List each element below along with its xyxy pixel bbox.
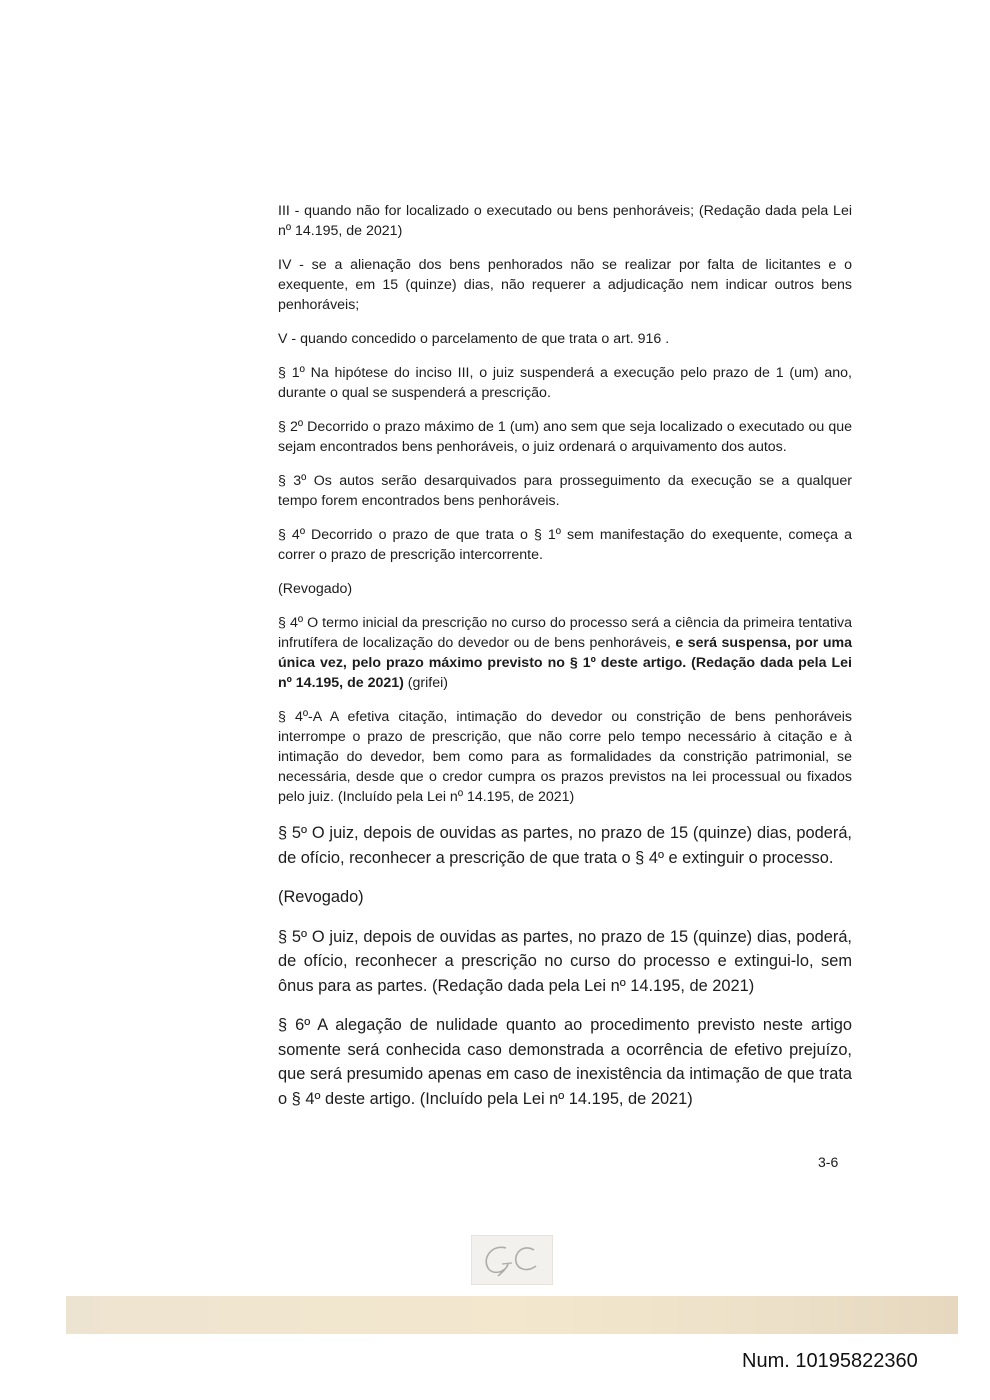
paragraph-par-5-original: § 5º O juiz, depois de ouvidas as partes, no prazo de 15 (quinze) dias, poderá, de ofício, reconhecer a prescrição de que trata o § 4º e extinguir o processo. [278,824,852,867]
paragraph-par-4a: § 4º-A A efetiva citação, intimação do devedor ou constrição de bens penhoráveis interrompe o prazo de prescrição, que não corre pelo tempo necessário à citação e à intimação do devedor, bem como para as formalidades da constrição patrimonial, se necessária, desde que o credor cumpra os prazos previstos na lei processual ou fixados pelo juiz. (Incluído pela Lei nº 14.195, de 2021) [278,709,852,805]
page-number: 3-6 [818,1154,839,1170]
paragraph-par-3: § 3º Os autos serão desarquivados para prosseguimento da execução se a qualquer tempo forem encontrados bens penhoráveis. [278,473,852,509]
paragraph-revogado-1: (Revogado) [278,581,353,597]
paragraph-inciso-iii: III - quando não for localizado o executado ou bens penhoráveis; (Redação dada pela Lei nº 14.195, de 2021) [278,203,852,239]
paragraph-par-1: § 1º Na hipótese do inciso III, o juiz suspenderá a execução pelo prazo de 1 (um) ano, durante o qual se suspenderá a prescrição. [278,365,852,401]
gc-logo-icon [472,1236,552,1284]
paragraph-inciso-iv: IV - se a alienação dos bens penhorados não se realizar por falta de licitantes e o exequente, em 15 (quinze) dias, não requerer a adjudicação nem indicar outros bens penhoráveis; [278,257,852,313]
footer-band [66,1296,958,1334]
paragraph-revogado-2: (Revogado) [278,888,364,906]
document-body [278,201,852,1126]
par-4-grifei: (grifei) [403,675,449,691]
paragraph-par-4-new [278,613,852,693]
document-number-stamp: Num. 10195822360 [742,1350,918,1372]
paragraph-inciso-v: V - quando concedido o parcelamento de que trata o art. 916 . [278,331,670,347]
paragraph-par-4-original: § 4º Decorrido o prazo de que trata o § 1º sem manifestação do exequente, começa a correr o prazo de prescrição intercorrente. [278,527,852,563]
paragraph-par-6: § 6º A alegação de nulidade quanto ao procedimento previsto neste artigo somente será conhecida caso demonstrada a ocorrência de efetivo prejuízo, que será presumido apenas em caso de inexistência da intimação de que trata o § 4º deste artigo. (Incluído pela Lei nº 14.195, de 2021) [278,1016,852,1108]
paragraph-par-5-new: § 5º O juiz, depois de ouvidas as partes, no prazo de 15 (quinze) dias, poderá, de ofício, reconhecer a prescrição no curso do processo e extingui-lo, sem ônus para as partes. (Redação dada pela Lei nº 14.195, de 2021) [278,927,852,995]
par-4-bold-text: e será suspensa, por uma única vez, pelo prazo máximo previsto no § 1º deste artigo. (Redação dada pela Lei nº 14.195, de 2021) [278,635,852,691]
paragraph-par-2: § 2º Decorrido o prazo máximo de 1 (um) ano sem que seja localizado o executado ou que sejam encontrados bens penhoráveis, o juiz ordenará o arquivamento dos autos. [278,419,852,455]
gc-logo [471,1235,553,1285]
par-4-normal-text: § 4º O termo inicial da prescrição no curso do processo será a ciência da primeira tentativa infrutífera de localização do devedor ou de bens penhoráveis, [278,615,852,651]
